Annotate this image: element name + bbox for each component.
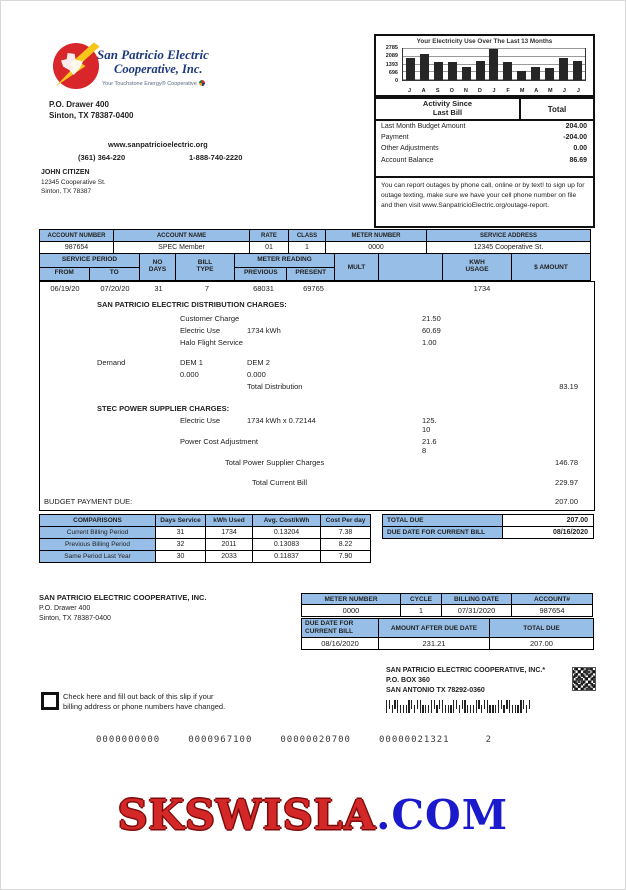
period-label: Same Period Last Year xyxy=(39,550,156,563)
watermark-main: SKSWISLA xyxy=(117,791,377,839)
col-amount: $ AMOUNT xyxy=(511,253,591,281)
total-power-amount: 146.78 xyxy=(555,458,578,467)
postal-barcode xyxy=(386,700,536,713)
stec-charges-header: STEC POWER SUPPLIER CHARGES: xyxy=(97,404,230,413)
activity-label: Last Month Budget Amount xyxy=(381,123,466,130)
col-service-period: SERVICE PERIOD FROM TO xyxy=(39,253,140,281)
stec-electric-amount-line2: 10 xyxy=(422,425,431,434)
activity-header-total: Total xyxy=(547,104,567,114)
stec-electric-amount-line1: 125. xyxy=(422,416,437,425)
service-bill-type: 7 xyxy=(204,284,210,293)
dem1-label: DEM 1 xyxy=(180,358,203,367)
demand-label: Demand xyxy=(97,358,126,367)
meter-previous: 68031 xyxy=(253,284,274,293)
halo-flight-label: Halo Flight Service xyxy=(180,338,243,347)
activity-value: -204.00 xyxy=(563,134,587,142)
dem2-label: DEM 2 xyxy=(247,358,270,367)
pca-amount-line1: 21.6 xyxy=(422,437,437,446)
ocr-group: 2 xyxy=(485,735,493,745)
account-number: 987654 xyxy=(39,241,114,254)
col-bill-type: BILL TYPE xyxy=(175,253,235,281)
col-meter-number: METER NUMBER xyxy=(325,229,427,242)
col-due-date: DUE DATE FOR CURRENT BILL xyxy=(301,618,379,638)
customer-charge-amount: 21.50 xyxy=(422,314,441,323)
address-change-checkbox[interactable] xyxy=(41,692,59,710)
comparisons-row: Current Billing Period 31 1734 0.13204 7.38 xyxy=(39,526,370,539)
activity-label: Account Balance xyxy=(381,156,434,164)
company-website: www.sanpatricioelectric.org xyxy=(108,140,208,149)
meter-number: 0000 xyxy=(325,241,427,254)
col-no-days: NO DAYS xyxy=(139,253,176,281)
remit-amount-after: 231.21 xyxy=(378,637,490,650)
payee-address1: P.O. BOX 360 xyxy=(386,677,430,684)
remit-table2-values xyxy=(301,637,593,650)
remit-address1: P.O. Drawer 400 xyxy=(39,605,91,612)
col-kwh-usage: KWH USAGE xyxy=(442,253,512,281)
ocr-group: 00000021321 xyxy=(378,735,450,745)
col-previous: PREVIOUS xyxy=(235,268,287,281)
company-address2: Sinton, TX 78387-0400 xyxy=(49,111,134,120)
distribution-charges-header: SAN PATRICIO ELECTRIC DISTRIBUTION CHARGES: xyxy=(97,300,287,309)
col-comparisons: COMPARISONS xyxy=(39,514,156,527)
phone-local: (361) 364-220 xyxy=(78,153,126,162)
service-from: 06/19/20 xyxy=(50,284,80,293)
ocr-group: 00000020700 xyxy=(280,735,351,745)
chart-xlabels: J A S O N D J F M A M J J xyxy=(407,88,580,94)
pca-amount-line2: 8 xyxy=(422,446,427,455)
total-current-bill-amount: 229.97 xyxy=(555,478,578,487)
company-tagline: Your Touchstone Energy® Cooperative xyxy=(102,81,197,87)
total-distribution-amount: 83.19 xyxy=(559,382,578,391)
remit-table2-header xyxy=(301,618,593,638)
watermark-suffix: .COM xyxy=(376,791,509,839)
col-cycle: CYCLE xyxy=(400,593,442,605)
service-data-row xyxy=(40,284,594,293)
period-label: Current Billing Period xyxy=(39,526,156,539)
col-total-due: TOTAL DUE xyxy=(489,618,594,638)
activity-row xyxy=(376,120,593,131)
total-current-bill-label: Total Current Bill xyxy=(252,478,308,487)
outage-note: You can report outages by phone call, online or by text! to sign up for outage texting, make sure we have your cell phone number on file and then visit www.SanpatricioElectric.org/outage-report. xyxy=(374,178,595,228)
activity-row xyxy=(376,131,593,142)
customer-charge-label: Customer Charge xyxy=(180,314,240,323)
col-days-service: Days Service xyxy=(155,514,206,527)
activity-header xyxy=(374,97,595,121)
ocr-group: 0000967100 xyxy=(188,735,253,745)
total-power-label: Total Power Supplier Charges xyxy=(225,458,325,467)
remit-address2: Sinton, TX 78387-0400 xyxy=(39,615,111,622)
ocr-group: 0000000000 xyxy=(96,735,161,745)
activity-row xyxy=(376,154,593,165)
col-present: PRESENT xyxy=(295,269,327,277)
col-mult: MULT xyxy=(334,253,379,281)
stec-electric-label: Electric Use xyxy=(180,416,221,425)
meter-present: 69765 xyxy=(303,284,324,293)
chart-plot xyxy=(402,48,586,81)
dem2-value: 0.000 xyxy=(247,370,266,379)
activity-header-line1: Activity Since xyxy=(422,99,473,109)
charges-section xyxy=(39,281,595,511)
payee-address2: SAN ANTONIO TX 78292-0360 xyxy=(386,687,485,694)
checkbox-text-line2: billing address or phone numbers have changed. xyxy=(63,702,226,711)
power-cost-adjustment-label: Power Cost Adjustment xyxy=(180,437,258,446)
service-address: 12345 Cooperative St. xyxy=(426,241,591,254)
col-cost-per-day: Cost Per day xyxy=(320,514,371,527)
activity-value: 204.00 xyxy=(565,123,587,130)
activity-label: Payment xyxy=(381,134,409,142)
col-avg-cost: Avg. Cost/kWh xyxy=(252,514,321,527)
remit-cycle: 1 xyxy=(400,604,442,617)
service-header-row xyxy=(39,253,595,281)
period-label: Previous Billing Period xyxy=(39,538,156,551)
activity-value: 86.69 xyxy=(569,156,587,164)
customer-address2: Sinton, TX 78387 xyxy=(41,188,92,195)
col-billing-date: BILLING DATE xyxy=(441,593,512,605)
col-blank xyxy=(378,253,443,281)
checkbox-text-line1: Check here and fill out back of this slip if your xyxy=(63,692,214,701)
chart-yaxis: 2785 2089 1393 696 0 xyxy=(385,45,398,84)
remit-billing-date: 07/31/2020 xyxy=(441,604,512,617)
account-name: SPEC Member xyxy=(113,241,250,254)
total-due-value: 207.00 xyxy=(502,514,594,527)
col-from: FROM xyxy=(40,268,90,281)
electric-use-amount: 60.69 xyxy=(422,326,441,335)
col-account-number: ACCOUNT NUMBER xyxy=(39,229,114,242)
remit-total-due: 207.00 xyxy=(489,637,594,650)
remit-meter-number: 0000 xyxy=(301,604,401,617)
ocr-scan-line xyxy=(96,735,492,745)
due-date-label: DUE DATE FOR CURRENT BILL xyxy=(382,526,503,539)
remit-due-date: 08/16/2020 xyxy=(301,637,379,650)
stec-electric-qty: 1734 kWh x 0.72144 xyxy=(247,416,316,425)
service-to: 07/20/20 xyxy=(100,284,130,293)
dem1-value: 0.000 xyxy=(180,370,199,379)
budget-payment-due-amount: 207.00 xyxy=(555,497,578,506)
rate: 01 xyxy=(249,241,289,254)
activity-row xyxy=(376,142,593,153)
halo-flight-amount: 1.00 xyxy=(422,338,437,347)
col-class: CLASS xyxy=(288,229,326,242)
touchstone-energy-icon xyxy=(199,80,205,86)
activity-label: Other Adjustments xyxy=(381,145,439,153)
col-account-name: ACCOUNT NAME xyxy=(113,229,250,242)
activity-values xyxy=(374,120,595,178)
remit-account: 987654 xyxy=(511,604,593,617)
comparisons-row: Same Period Last Year 30 2033 0.11837 7.90 xyxy=(39,550,370,563)
col-kwh-used: kWh Used xyxy=(205,514,253,527)
col-to: TO xyxy=(109,269,119,277)
phone-toll-free: 1-888-740-2220 xyxy=(189,153,243,162)
col-amount-after: AMOUNT AFTER DUE DATE xyxy=(378,618,490,638)
kwh-usage-value: 1734 xyxy=(473,284,491,293)
activity-header-line2: Last Bill xyxy=(432,108,463,117)
remit-table1-values xyxy=(301,604,593,617)
col-account: ACCOUNT# xyxy=(511,593,593,605)
company-name-line1: San Patricio Electric xyxy=(97,47,209,62)
total-distribution-label: Total Distribution xyxy=(247,382,303,391)
service-days: 31 xyxy=(154,284,163,293)
datamatrix-code xyxy=(572,667,596,691)
watermark xyxy=(118,791,508,839)
comparisons-row: Previous Billing Period 32 2011 0.13083 8.22 xyxy=(39,538,370,551)
due-date-row xyxy=(382,526,593,539)
payee-name: SAN PATRICIO ELECTRIC COOPERATIVE, INC.* xyxy=(386,667,546,674)
col-meter-reading: METER READING PREVIOUS PRESENT xyxy=(234,253,335,281)
chart-title: Your Electricity Use Over The Last 13 Months xyxy=(416,38,553,45)
customer-address1: 12345 Cooperative St. xyxy=(41,179,106,186)
electric-use-label: Electric Use xyxy=(180,326,221,335)
electric-use-qty: 1734 kWh xyxy=(247,326,281,335)
remit-company-name: SAN PATRICIO ELECTRIC COOPERATIVE, INC. xyxy=(39,593,207,602)
total-due-label: TOTAL DUE xyxy=(382,514,503,527)
col-meter-number: METER NUMBER xyxy=(301,593,401,605)
customer-name: JOHN CITIZEN xyxy=(41,169,90,176)
company-address1: P.O. Drawer 400 xyxy=(49,100,109,109)
due-date-value: 08/16/2020 xyxy=(502,526,594,539)
usage-chart xyxy=(374,34,595,97)
class: 1 xyxy=(288,241,326,254)
budget-payment-due-label: BUDGET PAYMENT DUE: xyxy=(44,497,133,506)
activity-header-left xyxy=(376,99,521,119)
col-service-address: SERVICE ADDRESS xyxy=(426,229,591,242)
activity-value: 0.00 xyxy=(573,145,587,153)
company-name-line2: Cooperative, Inc. xyxy=(114,62,203,76)
col-rate: RATE xyxy=(249,229,289,242)
